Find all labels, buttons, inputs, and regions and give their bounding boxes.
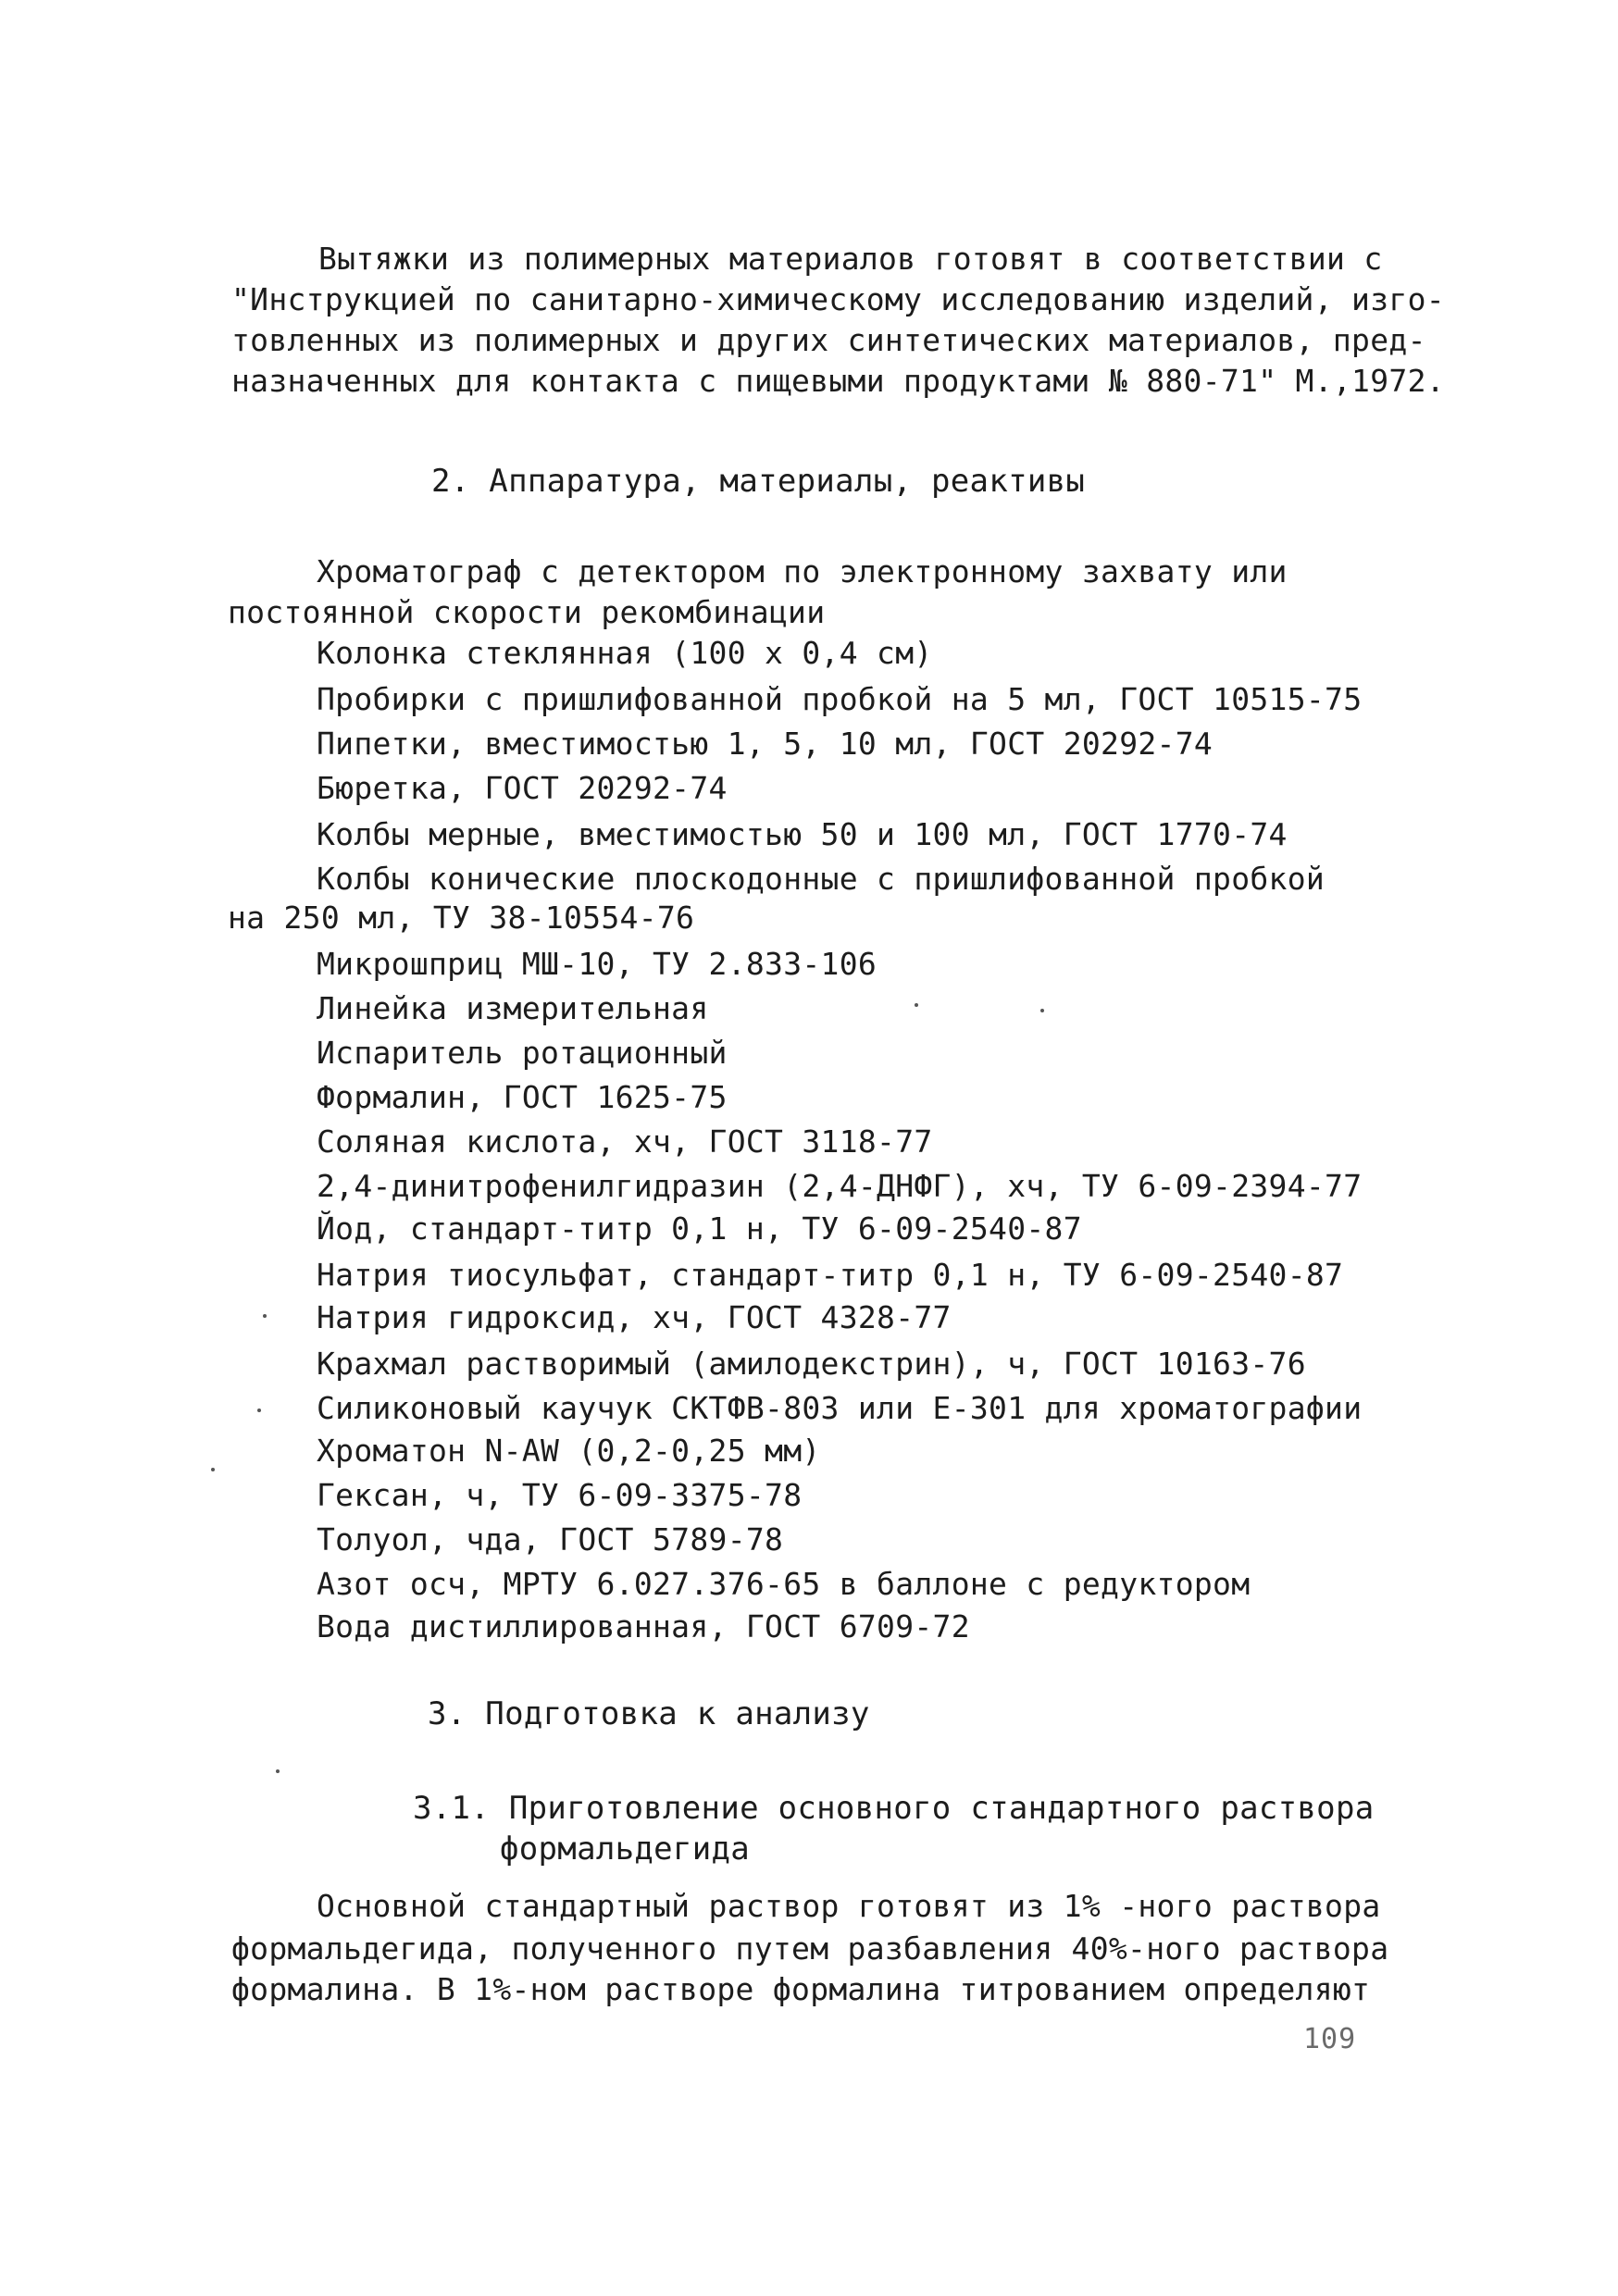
list-item: Формалин, ГОСТ 1625-75 [317,1079,728,1115]
intro-line-4: назначенных для контакта с пищевыми продуктами № 880-71" М.,1972. [231,363,1445,399]
list-item: постоянной скорости рекомбинации [228,594,826,630]
list-item: Хроматограф с детектором по электронному захвату или [317,553,1288,590]
list-item: Йод, стандарт-титр 0,1 н, ТУ 6-09-2540-87 [317,1210,1082,1247]
list-item: Колонка стеклянная (100 х 0,4 см) [317,635,933,671]
body-line-2: формальдегида, полученного путем разбавления 40%-ного раствора [231,1930,1389,1967]
scan-speck [211,1468,215,1471]
list-item: Гексан, ч, ТУ 6-09-3375-78 [317,1477,803,1513]
section-3-heading: 3. Подготовка к анализу [428,1695,870,1732]
list-item: Азот осч, МРТУ 6.027.376-65 в баллоне с редуктором [317,1566,1251,1602]
list-item: Натрия тиосульфат, стандарт-титр 0,1 н, ТУ 6-09-2540-87 [317,1257,1344,1293]
list-item: на 250 мл, ТУ 38-10554-76 [228,900,695,936]
scan-speck [257,1409,261,1412]
body-line-3: формалина. В 1%-ном растворе формалина титрованием определяют [231,1971,1371,2007]
list-item: 2,4-динитрофенилгидразин (2,4-ДНФГ), хч, ТУ 6-09-2394-77 [317,1168,1363,1204]
list-item: Линейка измерительная [317,990,709,1026]
list-item: Крахмал растворимый (амилодекстрин), ч, ГОСТ 10163-76 [317,1346,1306,1382]
section-3-1-heading: 3.1. Приготовление основного стандартного раствора [413,1790,1375,1827]
list-item: Вода дистиллированная, ГОСТ 6709-72 [317,1608,970,1644]
list-item: Хроматон N-AW (0,2-0,25 мм) [317,1433,821,1469]
scan-speck [263,1314,267,1318]
scan-speck [276,1769,280,1773]
list-item: Испаритель ротационный [317,1035,728,1071]
list-item: Пробирки с пришлифованной пробкой на 5 мл, ГОСТ 10515-75 [317,681,1363,717]
list-item: Силиконовый каучук СКТФВ-803 или Е-301 для хроматографии [317,1390,1363,1426]
list-item: Колбы конические плоскодонные с пришлифованной пробкой [317,861,1326,897]
intro-line-3: товленных из полимерных и других синтетических материалов, пред- [231,322,1426,358]
section-3-1-heading-cont: формальдегида [500,1831,751,1868]
scan-speck [915,1003,918,1007]
list-item: Пипетки, вместимостью 1, 5, 10 мл, ГОСТ 20292-74 [317,726,1214,762]
intro-line-2: "Инструкцией по санитарно-химическому исследованию изделий, изго- [231,281,1445,317]
body-line-1: Основной стандартный раствор готовят из 1% -ного раствора [317,1888,1381,1924]
list-item: Колбы мерные, вместимостью 50 и 100 мл, ГОСТ 1770-74 [317,816,1288,852]
intro-line-1: Вытяжки из полимерных материалов готовят в соответствии с [318,241,1383,277]
page-number: 109 [1303,2023,1357,2055]
scan-speck [1040,1009,1044,1012]
list-item: Микрошприц МШ-10, ТУ 2.833-106 [317,946,877,982]
list-item: Толуол, чда, ГОСТ 5789-78 [317,1521,784,1558]
section-2-heading: 2. Аппаратура, материалы, реактивы [431,463,1086,500]
list-item: Бюретка, ГОСТ 20292-74 [317,770,728,806]
list-item: Натрия гидроксид, хч, ГОСТ 4328-77 [317,1299,952,1335]
list-item: Соляная кислота, хч, ГОСТ 3118-77 [317,1123,933,1160]
